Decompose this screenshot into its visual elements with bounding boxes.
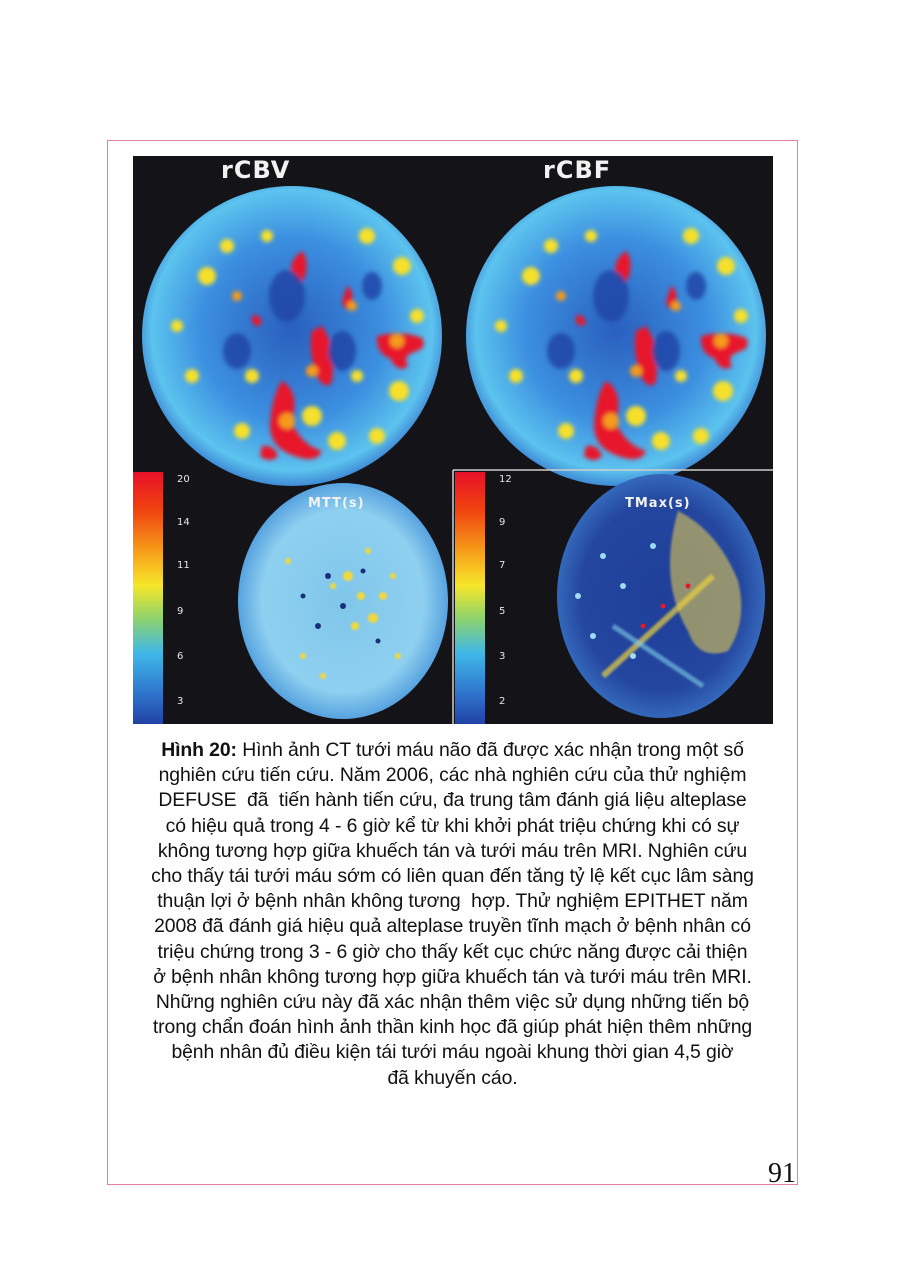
caption-line: đã khuyến cáo. xyxy=(387,1066,518,1089)
tmax-tick: 5 xyxy=(499,606,506,617)
caption-line: trong chẩn đoán hình ảnh thần kinh học đã giúp phát hiện thêm những xyxy=(152,1016,753,1039)
rcbf-label: rCBF xyxy=(543,156,612,184)
tmax-colorbar xyxy=(455,472,485,724)
tmax-label: TMax(s) xyxy=(625,496,691,511)
tmax-tick: 3 xyxy=(499,651,506,662)
caption-line: bệnh nhân đủ điều kiện tái tưới máu ngoài khung thời gian 4,5 giờ xyxy=(171,1041,734,1064)
tmax-tick: 7 xyxy=(499,560,506,571)
caption-line: ở bệnh nhân không tương hợp giữa khuếch tán và tưới máu trên MRI. xyxy=(153,965,752,988)
mtt-tick: 9 xyxy=(177,606,184,617)
mtt-label: MTT(s) xyxy=(308,496,365,511)
tmax-tick: 12 xyxy=(499,474,512,485)
mtt-tick: 20 xyxy=(177,474,190,485)
caption-lead: Hình 20: xyxy=(161,739,237,761)
mtt-tick: 11 xyxy=(177,560,190,571)
rcbv-brain-image xyxy=(142,186,442,486)
rcbf-brain-image xyxy=(466,186,766,486)
mtt-tick: 3 xyxy=(177,696,184,707)
mtt-colorbar xyxy=(133,472,163,724)
caption-line: Những nghiên cứu này đã xác nhận thêm việc sử dụng những tiến bộ xyxy=(155,991,750,1014)
tmax-tick: 9 xyxy=(499,517,506,528)
perfusion-images xyxy=(133,156,773,724)
caption-line: có hiệu quả trong 4 - 6 giờ kể từ khi khởi phát triệu chứng khi có sự xyxy=(165,814,740,837)
caption-line: Hình 20: Hình ảnh CT tưới máu não đã được xác nhận trong một số xyxy=(161,739,744,761)
page-number: 91 xyxy=(768,1158,796,1189)
figure-caption xyxy=(108,738,797,1091)
mtt-tick: 6 xyxy=(177,651,184,662)
tmax-tick: 2 xyxy=(499,696,506,707)
perfusion-figure xyxy=(133,156,773,724)
caption-line: cho thấy tái tưới máu sớm có liên quan đến tăng tỷ lệ kết cục lâm sàng xyxy=(151,865,754,888)
caption-line: không tương hợp giữa khuếch tán và tưới máu trên MRI. Nghiên cứu xyxy=(157,839,748,862)
caption-line: triệu chứng trong 3 - 6 giờ cho thấy kết cục chức năng được cải thiện xyxy=(157,940,748,963)
rcbv-label: rCBV xyxy=(221,156,291,184)
mtt-brain-image xyxy=(238,483,448,719)
mtt-tick: 14 xyxy=(177,517,190,528)
caption-line: thuận lợi ở bệnh nhân không tương hợp. Thử nghiệm EPITHET năm xyxy=(157,890,748,913)
caption-line: DEFUSE đã tiến hành tiến cứu, đa trung tâm đánh giá liệu alteplase xyxy=(158,789,747,812)
caption-line: nghiên cứu tiến cứu. Năm 2006, các nhà nghiên cứu của thử nghiệm xyxy=(158,764,747,787)
caption-line: 2008 đã đánh giá hiệu quả alteplase truyền tĩnh mạch ở bệnh nhân có xyxy=(154,915,751,938)
